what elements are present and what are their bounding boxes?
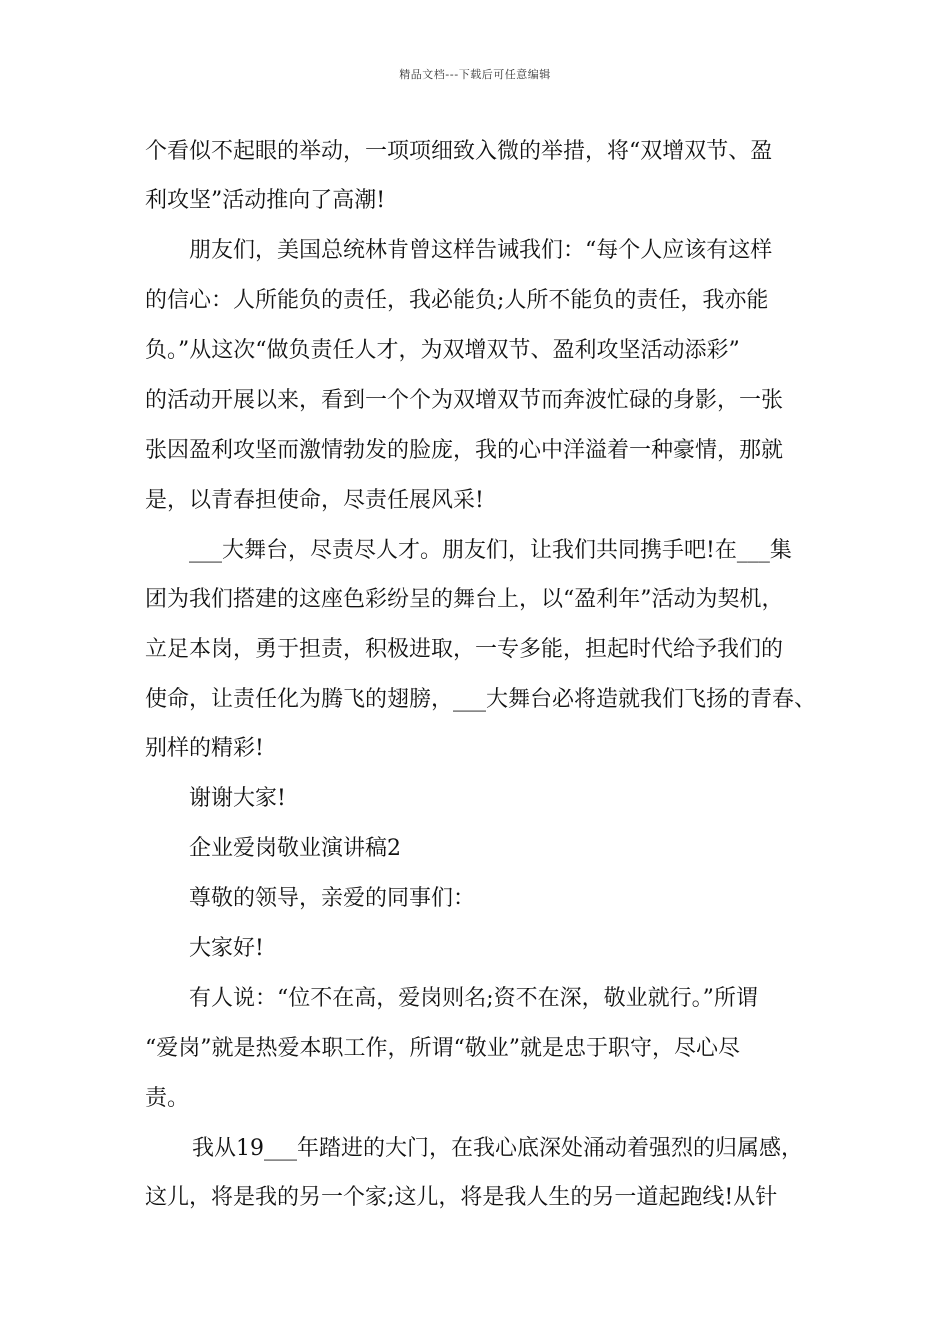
text-line: 个看似不起眼的举动，一项项细致入微的举措，将“双增双节、盈 [145,139,773,164]
page-header: 精品文档---下载后可任意编辑 [399,68,551,81]
text-line: 利攻坚”活动推向了高潮! [145,188,386,213]
text-line: 谢谢大家! [189,786,286,811]
text-line: 我从19___年踏进的大门，在我心底深处涌动着强烈的归属感， [192,1136,803,1161]
text-line: 团为我们搭建的这座色彩纷呈的舞台上，以“盈利年”活动为契机， [145,587,784,612]
text-line: “爱岗”就是热爱本职工作，所谓“敬业”就是忠于职守，尽心尽 [145,1036,740,1061]
text-line: 大家好! [189,936,264,961]
text-line: 负。”从这次“做负责任人才，为双增双节、盈利攻坚活动添彩” [145,338,740,363]
text-line: ___大舞台，尽责尽人才。朋友们，让我们共同携手吧!在___集 [189,538,792,563]
text-line: 别样的精彩! [145,736,264,761]
text-line: 这儿，将是我的另一个家;这儿，将是我人生的另一道起跑线!从针 [145,1185,778,1210]
text-line: 立足本岗，勇于担责，积极进取，一专多能，担起时代给予我们的 [145,637,784,662]
section-title: 企业爱岗敬业演讲稿2 [189,836,401,861]
text-line: 张因盈利攻坚而激情勃发的脸庞，我的心中洋溢着一种豪情，那就 [145,438,784,463]
text-line: 是，以青春担使命，尽责任展风采! [145,488,484,513]
text-line: 使命，让责任化为腾飞的翅膀，___大舞台必将造就我们飞扬的青春、 [145,687,817,712]
text-line: 朋友们，美国总统林肯曾这样告诫我们：“每个人应该有这样 [189,238,773,263]
text-line: 的活动开展以来，看到一个个为双增双节而奔波忙碌的身影，一张 [145,388,784,413]
text-line: 责。 [145,1086,190,1111]
text-line: 的信心：人所能负的责任，我必能负;人所不能负的责任，我亦能 [145,288,769,313]
text-line: 有人说：“位不在高，爱岗则名;资不在深，敬业就行。”所谓 [189,986,758,1011]
text-line: 尊敬的领导，亲爱的同事们： [189,886,476,911]
